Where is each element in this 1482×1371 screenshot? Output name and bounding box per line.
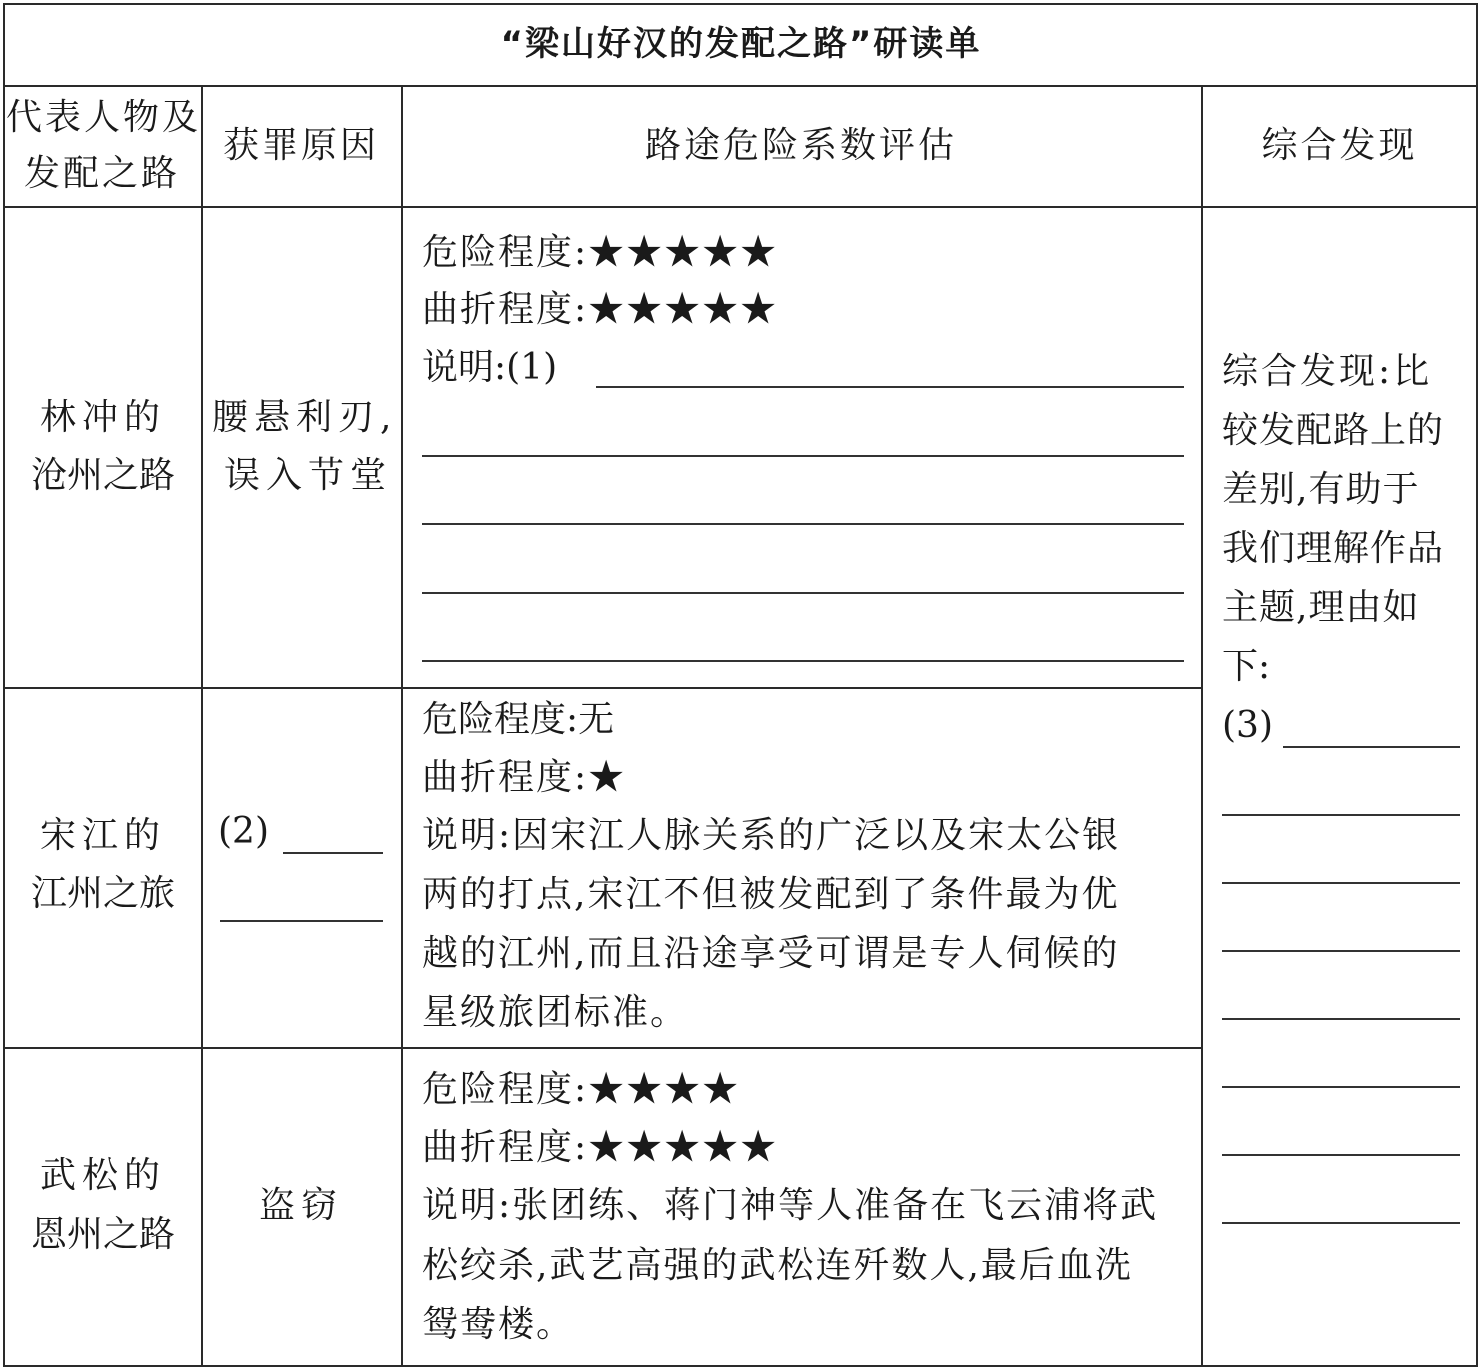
row2-twist-rating: 曲折程度:★	[422, 757, 627, 798]
row3-person-line1: 武松的	[39, 1155, 166, 1196]
row1-person-line1: 林冲的	[39, 397, 166, 438]
title-divider	[5, 85, 1476, 87]
finding-blank-1[interactable]	[1283, 746, 1460, 748]
row2-reason-label: (2)	[218, 811, 269, 852]
row3-danger-rating: 危险程度:★★★★	[422, 1069, 741, 1110]
row1-answer-blank-4[interactable]	[422, 592, 1184, 594]
row3-note-line-2: 松绞杀,武艺高强的武松连歼数人,最后血洗	[422, 1245, 1133, 1286]
row1-reason-line1: 腰悬利刃,	[212, 397, 398, 438]
row3-note-line-1: 说明:张团练、蒋门神等人准备在飞云浦将武	[422, 1185, 1159, 1226]
header-danger-assessment: 路途危险系数评估	[644, 125, 957, 166]
header-reason: 获罪原因	[222, 125, 379, 166]
row1-twist-rating: 曲折程度:★★★★★	[422, 289, 779, 330]
row2-note-line-3: 越的江州,而且沿途享受可谓是专人伺候的	[422, 933, 1120, 974]
row2-note-line-1: 说明:因宋江人脉关系的广泛以及宋太公银	[422, 815, 1121, 856]
finding-blank-7[interactable]	[1222, 1154, 1460, 1156]
finding-blank-2[interactable]	[1222, 814, 1460, 816]
header-person-line2: 发配之路	[24, 153, 181, 194]
row3-note-line-3: 鸳鸯楼。	[422, 1304, 575, 1345]
row2-person-line2: 江州之旅	[30, 873, 175, 914]
header-divider	[5, 206, 1476, 208]
row1-answer-blank-5[interactable]	[422, 660, 1184, 662]
finding-answer-label: (3)	[1222, 705, 1273, 746]
col3-divider	[1201, 85, 1203, 1365]
row2-note-line-2: 两的打点,宋江不但被发配到了条件最为优	[422, 874, 1120, 915]
row1-note-label: 说明:(1)	[422, 347, 558, 388]
row2-divider	[5, 1047, 1203, 1049]
row1-person-line2: 沧州之路	[30, 455, 175, 496]
finding-line-6: 下:	[1222, 646, 1271, 687]
row3-reason: 盗窃	[258, 1185, 343, 1226]
row2-reason-blank-2[interactable]	[220, 920, 383, 922]
row2-danger-rating: 危险程度:无	[422, 699, 615, 740]
finding-line-4: 我们理解作品	[1222, 528, 1445, 569]
row3-twist-rating: 曲折程度:★★★★★	[422, 1127, 779, 1168]
finding-blank-6[interactable]	[1222, 1086, 1460, 1088]
row2-reason-blank-1[interactable]	[283, 852, 383, 854]
row2-person-line1: 宋江的	[39, 815, 166, 856]
finding-line-3: 差别,有助于	[1222, 469, 1420, 510]
finding-blank-4[interactable]	[1222, 950, 1460, 952]
finding-blank-8[interactable]	[1222, 1222, 1460, 1224]
row3-person-line2: 恩州之路	[30, 1214, 175, 1255]
row1-divider	[5, 687, 1203, 689]
worksheet-title: “梁山好汉的发配之路”研读单	[500, 24, 982, 64]
row1-answer-blank-1[interactable]	[596, 386, 1184, 388]
row2-note-line-4: 星级旅团标准。	[422, 992, 689, 1033]
row1-answer-blank-2[interactable]	[422, 455, 1184, 457]
finding-blank-3[interactable]	[1222, 882, 1460, 884]
finding-blank-5[interactable]	[1222, 1018, 1460, 1020]
row1-danger-rating: 危险程度:★★★★★	[422, 232, 779, 273]
header-finding: 综合发现	[1261, 125, 1418, 166]
finding-line-5: 主题,理由如	[1222, 587, 1420, 628]
col2-divider	[401, 85, 403, 1365]
finding-line-2: 较发配路上的	[1222, 410, 1445, 451]
finding-line-1: 综合发现:比	[1222, 351, 1433, 392]
col1-divider	[201, 85, 203, 1365]
row1-reason-line2: 误入节堂	[224, 455, 393, 496]
header-person-line1: 代表人物及	[6, 97, 202, 138]
row1-answer-blank-3[interactable]	[422, 523, 1184, 525]
